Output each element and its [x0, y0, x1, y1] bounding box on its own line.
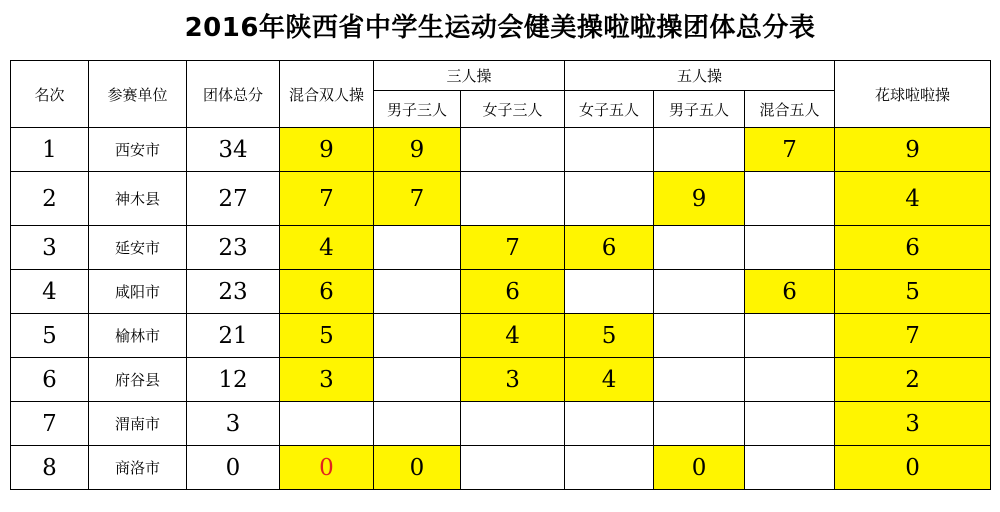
five-mixed-cell [745, 226, 835, 270]
five-female-cell [565, 128, 654, 172]
pompom-cell: 2 [835, 358, 991, 402]
total-cell: 3 [187, 402, 280, 446]
mixed-pair-cell: 3 [280, 358, 374, 402]
five-mixed-cell [745, 358, 835, 402]
trio-female-cell: 7 [461, 226, 565, 270]
five-male-cell [654, 226, 745, 270]
total-cell: 0 [187, 446, 280, 490]
header-trio-male: 男子三人 [374, 91, 461, 128]
rank-cell: 3 [11, 226, 89, 270]
trio-female-cell [461, 402, 565, 446]
trio-male-cell: 0 [374, 446, 461, 490]
total-cell: 23 [187, 226, 280, 270]
unit-cell: 商洛市 [89, 446, 187, 490]
trio-male-cell: 9 [374, 128, 461, 172]
five-mixed-cell [745, 446, 835, 490]
rank-cell: 4 [11, 270, 89, 314]
mixed-pair-cell: 4 [280, 226, 374, 270]
header-five-female: 女子五人 [565, 91, 654, 128]
table-row [11, 270, 991, 314]
header-row [11, 61, 991, 91]
unit-cell: 咸阳市 [89, 270, 187, 314]
header-rank: 名次 [11, 61, 89, 128]
five-female-cell: 5 [565, 314, 654, 358]
unit-cell: 神木县 [89, 172, 187, 226]
header-pompom: 花球啦啦操 [835, 61, 991, 128]
rank-cell: 5 [11, 314, 89, 358]
page-title: 2016年陕西省中学生运动会健美操啦啦操团体总分表 [184, 13, 816, 43]
rank-cell: 8 [11, 446, 89, 490]
trio-female-cell [461, 446, 565, 490]
unit-cell: 西安市 [89, 128, 187, 172]
header-five-mixed: 混合五人 [745, 91, 835, 128]
pompom-cell: 3 [835, 402, 991, 446]
five-mixed-cell [745, 172, 835, 226]
header-unit: 参赛单位 [89, 61, 187, 128]
five-female-cell [565, 270, 654, 314]
trio-female-cell [461, 128, 565, 172]
trio-female-cell: 6 [461, 270, 565, 314]
pompom-cell: 0 [835, 446, 991, 490]
unit-cell: 延安市 [89, 226, 187, 270]
team-score-table [10, 60, 991, 490]
header-five-male: 男子五人 [654, 91, 745, 128]
total-cell: 27 [187, 172, 280, 226]
five-mixed-cell: 6 [745, 270, 835, 314]
trio-male-cell [374, 358, 461, 402]
five-male-cell: 0 [654, 446, 745, 490]
trio-male-cell [374, 226, 461, 270]
unit-cell: 榆林市 [89, 314, 187, 358]
rank-cell: 7 [11, 402, 89, 446]
five-female-cell [565, 402, 654, 446]
trio-female-cell [461, 172, 565, 226]
mixed-pair-cell [280, 402, 374, 446]
mixed-pair-cell: 5 [280, 314, 374, 358]
total-cell: 23 [187, 270, 280, 314]
five-female-cell [565, 446, 654, 490]
pompom-cell: 7 [835, 314, 991, 358]
total-cell: 34 [187, 128, 280, 172]
five-male-cell [654, 314, 745, 358]
table-row [11, 402, 991, 446]
five-male-cell [654, 402, 745, 446]
five-male-cell [654, 358, 745, 402]
unit-cell: 渭南市 [89, 402, 187, 446]
trio-male-cell [374, 314, 461, 358]
table-row [11, 226, 991, 270]
five-female-cell [565, 172, 654, 226]
total-cell: 21 [187, 314, 280, 358]
table-row [11, 358, 991, 402]
trio-female-cell: 3 [461, 358, 565, 402]
rank-cell: 2 [11, 172, 89, 226]
mixed-pair-cell: 7 [280, 172, 374, 226]
pompom-cell: 9 [835, 128, 991, 172]
five-mixed-cell [745, 314, 835, 358]
five-mixed-cell: 7 [745, 128, 835, 172]
trio-female-cell: 4 [461, 314, 565, 358]
table-row [11, 314, 991, 358]
five-mixed-cell [745, 402, 835, 446]
pompom-cell: 6 [835, 226, 991, 270]
table-row [11, 172, 991, 226]
pompom-cell: 4 [835, 172, 991, 226]
header-trio-group: 三人操 [374, 61, 565, 91]
mixed-pair-cell: 9 [280, 128, 374, 172]
rank-cell: 6 [11, 358, 89, 402]
mixed-pair-cell: 6 [280, 270, 374, 314]
five-male-cell [654, 270, 745, 314]
trio-male-cell: 7 [374, 172, 461, 226]
pompom-cell: 5 [835, 270, 991, 314]
mixed-pair-cell: 0 [280, 446, 374, 490]
header-five-group: 五人操 [565, 61, 835, 91]
unit-cell: 府谷县 [89, 358, 187, 402]
trio-male-cell [374, 270, 461, 314]
trio-male-cell [374, 402, 461, 446]
header-mixed-pair: 混合双人操 [280, 61, 374, 128]
table-row [11, 128, 991, 172]
five-female-cell: 4 [565, 358, 654, 402]
five-female-cell: 6 [565, 226, 654, 270]
header-total: 团体总分 [187, 61, 280, 128]
total-cell: 12 [187, 358, 280, 402]
table-row [11, 446, 991, 490]
five-male-cell: 9 [654, 172, 745, 226]
header-trio-female: 女子三人 [461, 91, 565, 128]
five-male-cell [654, 128, 745, 172]
rank-cell: 1 [11, 128, 89, 172]
